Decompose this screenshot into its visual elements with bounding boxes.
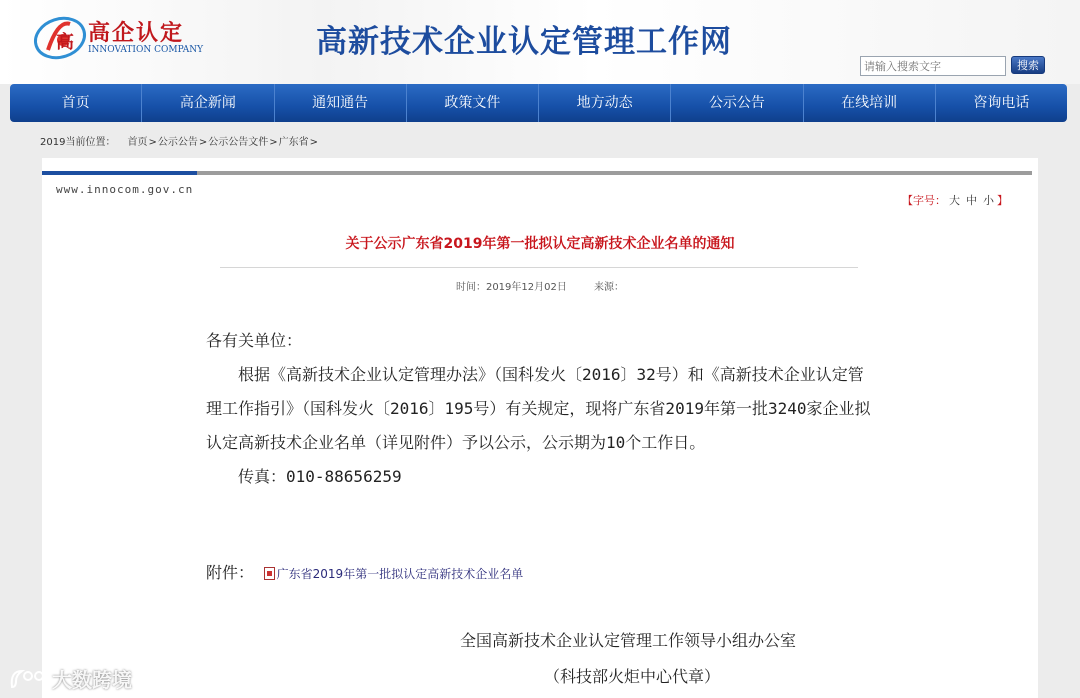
nav-item-announcements[interactable]: 公示公告 <box>671 84 803 122</box>
watermark <box>8 664 132 693</box>
article-title: 关于公示广东省2019年第一批拟认定高新技术企业名单的通知 <box>345 236 735 252</box>
site-logo[interactable] <box>30 10 210 66</box>
font-size-medium[interactable]: 中 <box>966 194 977 207</box>
search-input[interactable] <box>860 56 1006 76</box>
breadcrumb-item-announcements[interactable]: 公示公告 <box>157 137 198 148</box>
font-size-large[interactable]: 大 <box>949 194 960 207</box>
main-nav <box>10 84 1067 122</box>
site-title: 高新技术企业认定管理工作网 <box>316 24 732 60</box>
article-top-rule-accent <box>42 171 197 175</box>
signature-organization: 全国高新技术企业认定管理工作领导小组办公室 <box>460 631 797 650</box>
salutation: 各有关单位： <box>206 331 303 350</box>
logo-english-text: INNOVATION COMPANY <box>88 45 204 55</box>
font-size-close: 】 <box>997 194 1008 207</box>
logo-chinese-text: 高企认定 <box>88 21 185 46</box>
title-divider <box>220 267 858 268</box>
nav-item-contact[interactable]: 咨询电话 <box>973 95 1030 111</box>
watermark-text: 大数跨境 <box>52 668 132 692</box>
pdf-file-icon <box>264 567 275 580</box>
fax-line: 传真：010-88656259 <box>238 467 402 486</box>
article-time: 时间：2019年12月02日 <box>455 282 567 293</box>
site-url: www.innocom.gov.cn <box>56 183 194 196</box>
breadcrumb-item-announcement-files[interactable]: 公示公告文件 <box>208 137 269 148</box>
font-size-label: 【字号： <box>902 194 946 207</box>
svg-text:高: 高 <box>56 32 74 53</box>
watermark-logo-icon <box>8 667 48 691</box>
main-paragraph: 根据《高新技术企业认定管理办法》（国科发火〔2016〕32号）和《高新技术企业认定管理工作指引》（国科发火〔2016〕195号）有关规定，现将广东省2019年第一批3240家企业拟认定高新技术企业名单（详见附件）予以公示，公示期为10个工作日。 <box>206 365 871 452</box>
breadcrumb <box>40 133 319 148</box>
article-meta <box>42 278 1038 293</box>
nav-item-home[interactable]: 首页 <box>10 84 142 122</box>
breadcrumb-prefix: 2019当前位置： <box>40 137 116 148</box>
breadcrumb-separator: > <box>198 137 208 148</box>
signature-seal: （科技部火炬中心代章） <box>544 667 721 686</box>
logo-swirl-icon <box>30 10 88 66</box>
article-body <box>206 324 876 494</box>
breadcrumb-item-guangdong[interactable]: 广东省 <box>278 137 309 148</box>
font-size-small[interactable]: 小 <box>983 194 994 207</box>
nav-item-news[interactable]: 高企新闻 <box>142 84 274 122</box>
attachment-label: 附件： <box>206 563 255 582</box>
nav-item-policies[interactable]: 政策文件 <box>407 84 539 122</box>
attachment-link[interactable]: 广东省2019年第一批拟认定高新技术企业名单 <box>276 567 524 581</box>
breadcrumb-item-home[interactable]: 首页 <box>127 137 148 148</box>
nav-item-local[interactable]: 地方动态 <box>539 84 671 122</box>
nav-item-notices[interactable]: 通知通告 <box>275 84 407 122</box>
breadcrumb-separator: > <box>269 137 278 148</box>
font-size-switcher <box>902 192 1008 208</box>
breadcrumb-separator: > <box>148 137 157 148</box>
nav-item-training[interactable]: 在线培训 <box>804 84 936 122</box>
site-header <box>0 0 1080 84</box>
article-panel <box>42 158 1038 698</box>
article-source: 来源： <box>594 282 625 293</box>
search-button[interactable]: 搜索 <box>1011 56 1045 74</box>
breadcrumb-separator: > <box>309 137 319 148</box>
attachment-row <box>206 558 523 589</box>
